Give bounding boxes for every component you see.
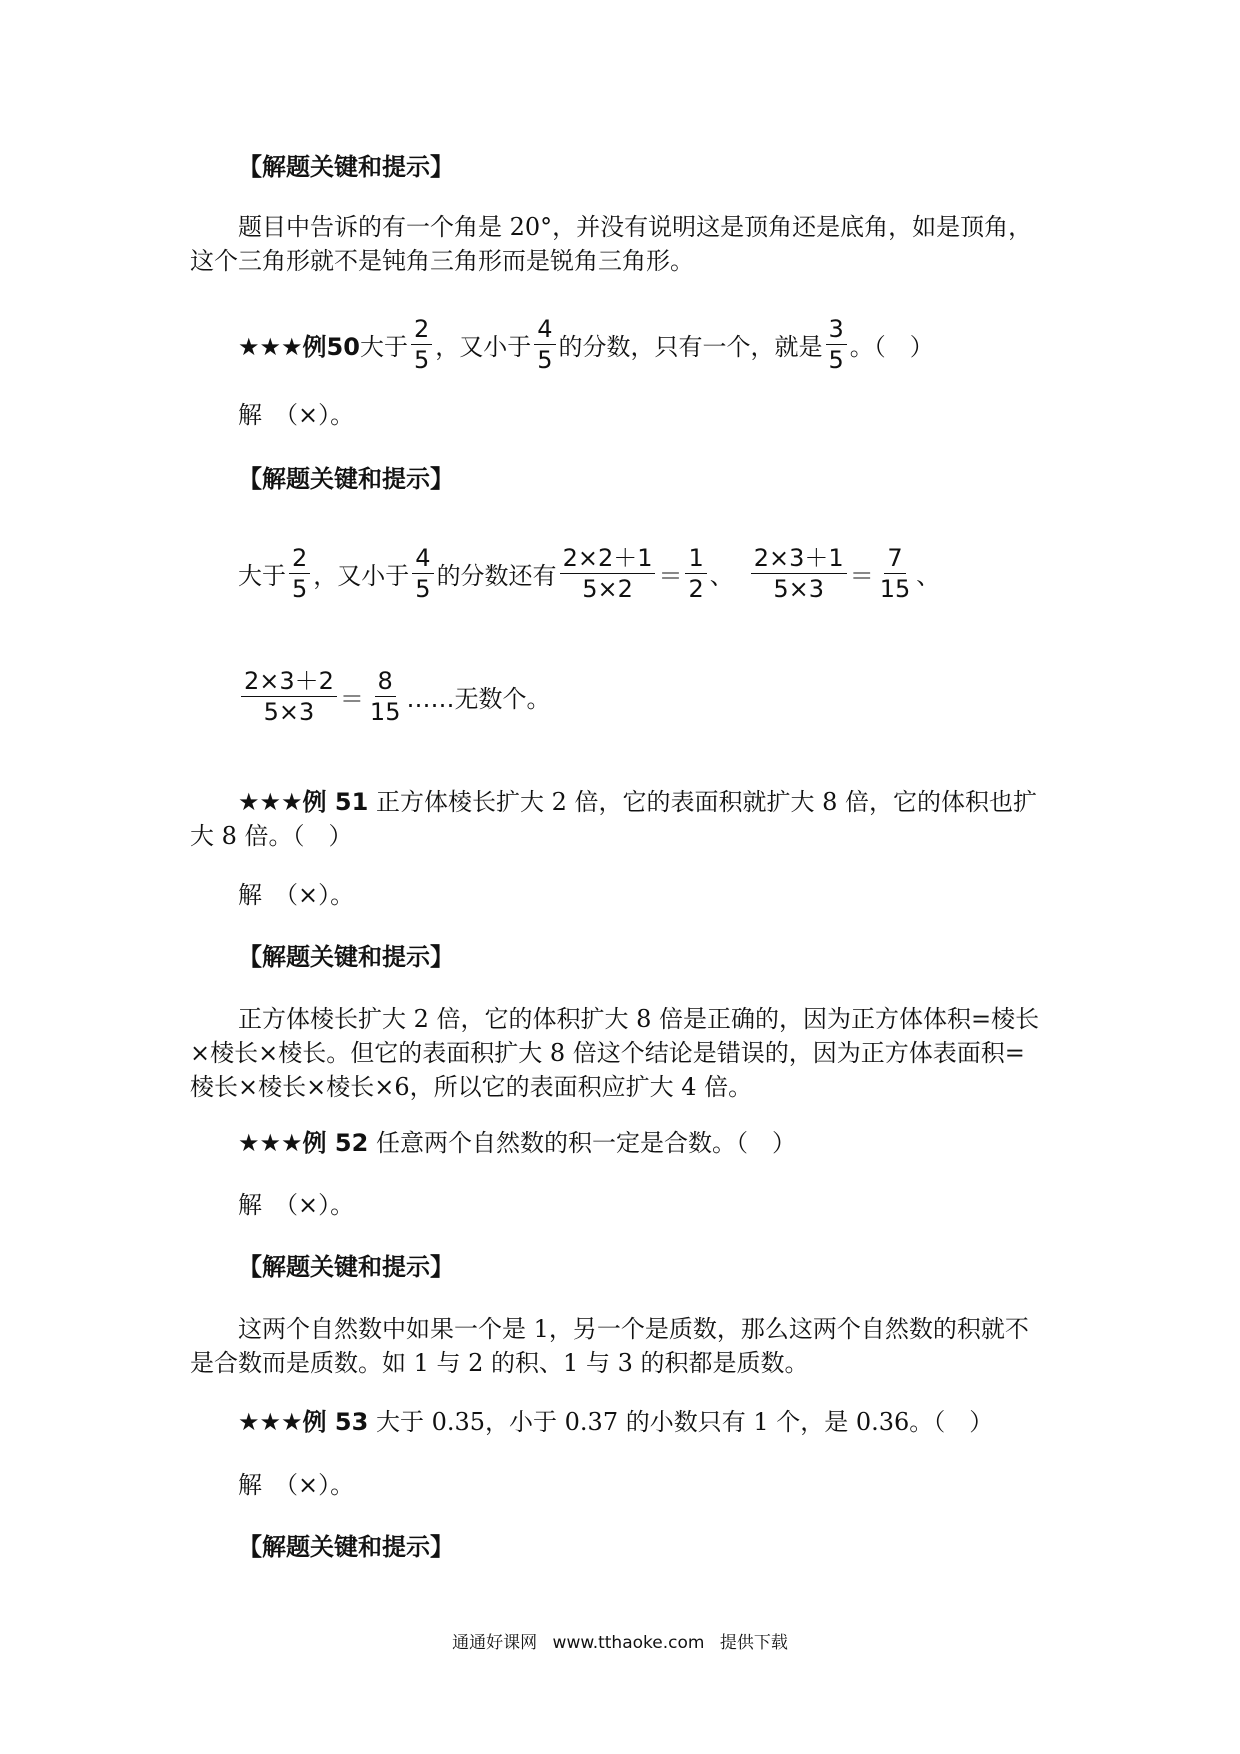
fraction: $\frac{2\times 3+1}{5\times 3}$ xyxy=(751,545,847,602)
fraction: $\frac{2\times 2+1}{5\times 2}$ xyxy=(560,545,656,602)
footer-site-name: 通通好课网 xyxy=(452,1633,538,1653)
formula-text: 大于 xyxy=(238,562,286,590)
hint-line: ×棱长×棱长。但它的表面积扩大 8 倍这个结论是错误的，因为正方体表面积= xyxy=(190,1039,1025,1067)
footer-url[interactable]: www.tthaoke.com xyxy=(552,1633,705,1653)
formula-text: ，又小于 xyxy=(313,562,410,590)
hint-heading: 【解题关键和提示】 xyxy=(238,465,454,493)
example-51-question xyxy=(190,785,1070,853)
fraction: $\frac{1}{2}$ xyxy=(685,545,706,602)
question-text: 的分数，只有一个，就是 xyxy=(558,333,823,361)
footer-suffix: 提供下载 xyxy=(719,1633,788,1653)
fraction: $\frac{2}{5}$ xyxy=(289,545,310,602)
question-text: ，又小于 xyxy=(435,333,532,361)
hint-line: 这两个自然数中如果一个是 1，另一个是质数，那么这两个自然数的积就不 xyxy=(238,1315,1029,1343)
answer-line: 解 （×）。 xyxy=(238,881,355,909)
answer-line: 解 （×）。 xyxy=(238,401,355,429)
question-text: 大 8 倍。（ ） xyxy=(190,822,353,850)
hint-formula-line xyxy=(238,668,550,725)
answer-line: 解 （×）。 xyxy=(238,1471,355,1499)
example-53-question xyxy=(238,1405,993,1439)
hint-formula-line xyxy=(238,545,940,602)
example-52-question xyxy=(238,1126,796,1160)
fraction: $\frac{4}{5}$ xyxy=(412,545,433,602)
example-label: ★★★例50 xyxy=(238,333,360,361)
example-label: ★★★例 53 xyxy=(238,1408,369,1436)
fraction: $\frac{3}{5}$ xyxy=(826,316,847,373)
question-text: 大于 0.35，小于 0.37 的小数只有 1 个，是 0.36。（ ） xyxy=(375,1408,994,1436)
formula-text: 的分数还有 xyxy=(436,562,557,590)
formula-text: 、 xyxy=(916,562,941,590)
formula-text: ……无数个。 xyxy=(406,685,551,713)
hint-line: 棱长×棱长×棱长×6，所以它的表面积应扩大 4 倍。 xyxy=(190,1073,753,1101)
example-50-question xyxy=(238,316,934,373)
hint-paragraph xyxy=(190,1312,1070,1380)
fraction: $\frac{8}{15}$ xyxy=(369,667,401,726)
fraction: $\frac{7}{15}$ xyxy=(879,544,911,603)
hint-heading: 【解题关键和提示】 xyxy=(238,1253,454,1281)
fraction: $\frac{2}{5}$ xyxy=(411,316,432,373)
formula-text: 、 xyxy=(709,562,734,590)
question-text: 大于 xyxy=(359,333,408,361)
example-label: ★★★例 51 xyxy=(238,788,369,816)
hint-heading: 【解题关键和提示】 xyxy=(238,943,454,971)
question-text: 任意两个自然数的积一定是合数。（ ） xyxy=(375,1129,796,1157)
hint-paragraph xyxy=(190,1002,1070,1104)
equals-sign: ＝ xyxy=(658,562,683,590)
hint-line: 这个三角形就不是钝角三角形而是锐角三角形。 xyxy=(190,247,694,275)
hint-line: 正方体棱长扩大 2 倍，它的体积扩大 8 倍是正确的，因为正方体体积=棱长 xyxy=(238,1005,1040,1033)
fraction: $\frac{4}{5}$ xyxy=(534,316,555,373)
question-text: 。（ ） xyxy=(849,333,934,361)
example-label: ★★★例 52 xyxy=(238,1129,369,1157)
equals-sign: ＝ xyxy=(339,685,364,713)
question-text: 正方体棱长扩大 2 倍，它的表面积就扩大 8 倍，它的体积也扩 xyxy=(375,788,1038,816)
page-footer xyxy=(0,1628,1240,1653)
hint-line: 题目中告诉的有一个角是 20°，并没有说明这是顶角还是底角，如是顶角， xyxy=(238,213,1033,241)
equals-sign: ＝ xyxy=(849,562,874,590)
hint-line: 是合数而是质数。如 1 与 2 的积、1 与 3 的积都是质数。 xyxy=(190,1349,809,1377)
answer-line: 解 （×）。 xyxy=(238,1191,355,1219)
fraction: $\frac{2\times 3+2}{5\times 3}$ xyxy=(241,668,337,725)
hint-heading: 【解题关键和提示】 xyxy=(238,153,454,181)
hint-heading: 【解题关键和提示】 xyxy=(238,1533,454,1561)
hint-paragraph xyxy=(190,210,1070,278)
